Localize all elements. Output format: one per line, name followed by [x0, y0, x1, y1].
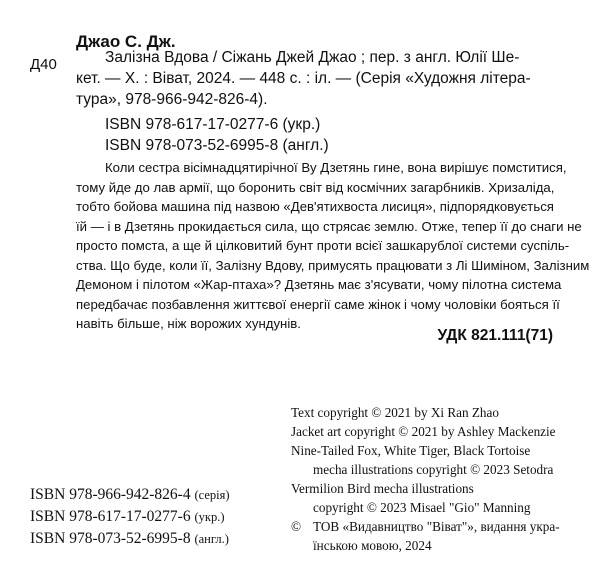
- copyright-sign: ©: [291, 519, 302, 534]
- copyright-line: copyright © 2023 Misael "Gio" Manning: [313, 500, 531, 515]
- annotation-line: Демоном і пілотом «Жар-птаха»? Дзетянь має з'ясувати, чому пілотна система: [76, 277, 562, 292]
- copyright-line: Nine-Tailed Fox, White Tiger, Black Tortoise: [291, 443, 531, 458]
- annotation-line: Коли сестра вісімнадцятирічної Ву Дзетянь гине, вона вирішує помститися,: [105, 160, 567, 175]
- annotation-line: їй — і в Дзетянь прокидається сила, що стрясає землю. Отже, тепер її до снаги не: [76, 218, 582, 234]
- catalog-code: Д40: [30, 56, 57, 73]
- udk-code: УДК 821.111(71): [437, 327, 553, 344]
- isbn-row: [30, 484, 230, 506]
- copyright-line: mecha illustrations copyright © 2023 Setodra: [313, 462, 554, 477]
- isbn-number: ISBN 978-966-942-826-4: [30, 486, 191, 503]
- annotation-line: тому йде до лав армії, що боронить світ від космічних загарбників. Хризаліда,: [76, 179, 555, 195]
- isbn-row: [30, 506, 230, 528]
- copyright-owner: [291, 517, 560, 555]
- description-line: тура», 978-966-942-826-4).: [76, 91, 268, 108]
- copyright-line: Text copyright © 2021 by Xi Ran Zhao: [291, 405, 499, 420]
- isbn-number: ISBN 978-617-17-0277-6: [30, 508, 191, 525]
- copyright-owner-line: їнською мовою, 2024: [313, 538, 432, 553]
- copyright-owner-line: ТОВ «Видавництво "Віват"», видання укра-: [313, 519, 560, 534]
- annotation-line: просто помста, а ще й цілковитий бунт проти всієї зашкарублої системи суспіль-: [76, 238, 570, 253]
- bibliographic-description: [76, 47, 531, 110]
- annotation-line: навіть більше, ніж ворожих хундунів.: [76, 316, 301, 331]
- annotation: [76, 158, 589, 334]
- copyright-line: Jacket art copyright © 2021 by Ashley Mackenzie: [291, 424, 556, 439]
- annotation-line: тобто бойова машина під назвою «Дев'ятихвоста лисиця», підпорядковується: [76, 199, 554, 214]
- isbn-note: (укр.): [194, 510, 225, 524]
- annotation-line: ства. Що буде, коли її, Залізну Вдову, примусять працювати з Лі Шиміном, Залізним: [76, 257, 590, 273]
- copyright-credits: [291, 403, 556, 517]
- isbn-row: [30, 528, 230, 550]
- author-heading: Джао С. Дж.: [76, 32, 176, 51]
- catalog-isbn-list: [105, 114, 329, 156]
- description-line: кет. — Х. : Віват, 2024. — 448 с. : іл. — (Серія «Художня літера-: [76, 70, 531, 87]
- catalog-isbn: ISBN 978-617-17-0277-6 (укр.): [105, 116, 321, 133]
- copyright-line: Vermilion Bird mecha illustrations: [291, 481, 474, 496]
- isbn-note: (серія): [194, 488, 230, 502]
- catalog-isbn: ISBN 978-073-52-6995-8 (англ.): [105, 137, 329, 154]
- isbn-number: ISBN 978-073-52-6995-8: [30, 530, 191, 547]
- isbn-list: [30, 484, 230, 550]
- description-line: Залізна Вдова / Сіжань Джей Джао ; пер. з англ. Юлії Ше-: [105, 49, 520, 66]
- isbn-note: (англ.): [194, 532, 229, 546]
- annotation-line: передбачає позбавлення життєвої енергії саме жінок і чому чоловіки бояться її: [76, 296, 560, 312]
